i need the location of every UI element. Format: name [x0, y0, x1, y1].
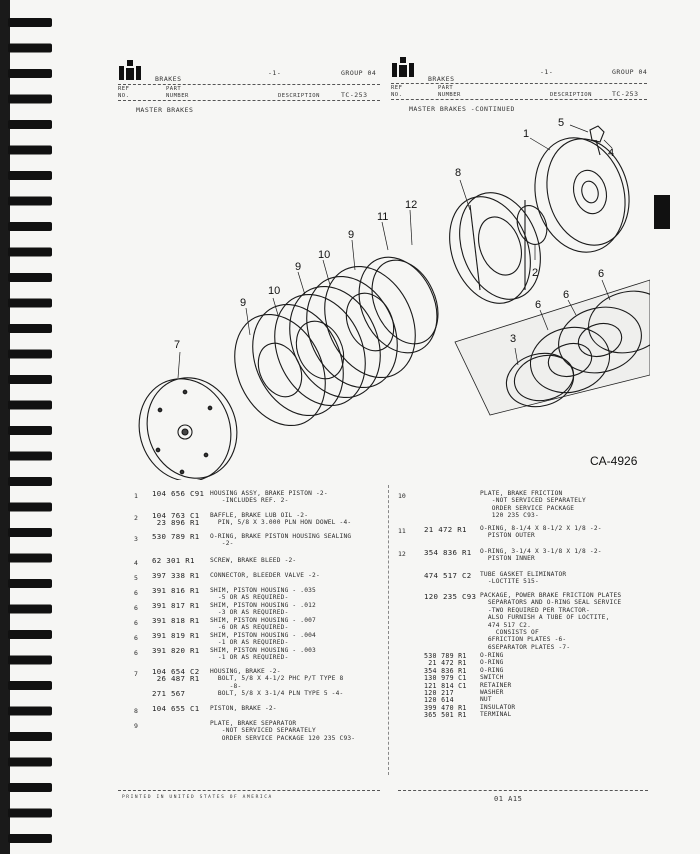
- part-number: 474 517 C2: [424, 571, 472, 580]
- part-description: PLATE, BRAKE SEPARATOR -NOT SERVICED SEPARATELY ORDER SERVICE PACKAGE 120 235 C93-: [210, 720, 356, 742]
- binding-coil: [8, 681, 52, 690]
- binding-coil: [8, 222, 52, 231]
- subtitle-right: MASTER BRAKES -CONTINUED: [409, 105, 515, 113]
- package-part-number: 121 814 C1: [424, 681, 467, 690]
- part-number: 120 235 C93: [424, 592, 477, 601]
- package-part-number: 365 501 R1: [424, 711, 467, 720]
- part-description: HOUSING, BRAKE -2- BOLT, 5/8 X 4-1/2 PHC P/T TYPE 8 -8- BOLT, 5/8 X 3-1/4 PLN TYPE 5 -4-: [210, 668, 344, 698]
- part-description: PACKAGE, POWER BRAKE FRICTION PLATES SEPARATORS AND O-RING SEAL SERVICE -TWO REQUIRED PER TRACTOR- ALSO FURNISH A TUBE OF LOCTITE, 474 517 C2. CONSISTS OF 6FRICTION PLATES -6- 6SEPARATOR PLATES -7-: [480, 592, 622, 651]
- ref-number: 2: [134, 514, 138, 522]
- callout-6a: 6: [535, 299, 542, 311]
- callout-9b: 9: [295, 261, 302, 273]
- part-description: CONNECTOR, BLEEDER VALVE -2-: [210, 572, 320, 579]
- column-divider: [388, 485, 389, 775]
- section-tab-marker: [654, 195, 670, 229]
- part-description: O-RING, 3-1/4 X 3-1/8 X 1/8 -2- PISTON INNER: [480, 548, 602, 563]
- binding-coil: [8, 554, 52, 563]
- part-description: SHIM, PISTON HOUSING - .004 -1 OR AS REQUIRED-: [210, 632, 316, 647]
- part-description: SHIM, PISTON HOUSING - .003 -1 OR AS REQUIRED-: [210, 647, 316, 662]
- binding-coil: [8, 120, 52, 129]
- ref-number: 11: [398, 527, 406, 535]
- part-number: 104 763 C1 23 896 R1: [152, 511, 200, 528]
- binding-coil: [8, 630, 52, 639]
- callout-1: 1: [523, 128, 530, 140]
- part-number: 391 819 R1: [152, 631, 200, 640]
- callout-7: 7: [174, 339, 181, 351]
- oring-12: [359, 249, 451, 354]
- callout-2: 2: [532, 267, 539, 279]
- binding-coil: [8, 605, 52, 614]
- part-description: SHIM, PISTON HOUSING - .012 -3 OR AS REQUIRED-: [210, 602, 316, 617]
- callout-11: 11: [377, 211, 389, 223]
- part-number: 530 789 R1: [152, 532, 200, 541]
- callout-10a: 10: [268, 285, 281, 297]
- part-number: 397 338 R1: [152, 571, 200, 580]
- ih-logo-icon: [391, 57, 415, 77]
- ref-number: 10: [398, 492, 406, 500]
- part-description: SHIM, PISTON HOUSING - .035 -5 OR AS REQUIRED-: [210, 587, 316, 602]
- package-part-description: O-RING: [480, 666, 504, 674]
- package-part-description: RETAINER: [480, 681, 512, 689]
- ref-number: 4: [134, 559, 138, 567]
- exploded-view-diagram: [130, 110, 650, 480]
- ref-number: 12: [398, 550, 406, 558]
- part-number: 391 818 R1: [152, 616, 200, 625]
- part-description: O-RING, 8-1/4 X 8-1/2 X 1/8 -2- PISTON OUTER: [480, 525, 602, 540]
- binding-coil: [8, 809, 52, 818]
- binding-coil: [8, 197, 52, 206]
- footer-rule-right: [398, 790, 648, 791]
- header-rule-right: [391, 83, 647, 84]
- binding-coil: [8, 656, 52, 665]
- binding-coil: [8, 452, 52, 461]
- ref-number: 3: [134, 535, 138, 543]
- page-mark-right: -1-: [540, 68, 554, 76]
- subtitle-left: MASTER BRAKES: [136, 106, 194, 114]
- ref-number: 6: [134, 649, 138, 657]
- header-rule-left-2: [118, 100, 380, 101]
- binding-coil: [8, 477, 52, 486]
- binding-coil: [8, 146, 52, 155]
- col-desc-right: DESCRIPTION: [550, 92, 592, 98]
- page-mark-left: -1-: [268, 69, 282, 77]
- package-part-description: SWITCH: [480, 674, 504, 682]
- part-number: 391 816 R1: [152, 586, 200, 595]
- ref-number: 7: [134, 670, 138, 678]
- part-description: PISTON, BRAKE -2-: [210, 705, 277, 712]
- bleeder-screw-5: [590, 126, 604, 142]
- footer-rule-left: [118, 790, 380, 791]
- part-description: O-RING, BRAKE PISTON HOUSING SEALING -2-: [210, 533, 352, 548]
- binding-coil: [8, 95, 52, 104]
- binding-coil: [8, 18, 52, 27]
- shim-panel: [455, 280, 650, 415]
- package-part-number: 354 836 R1: [424, 666, 467, 675]
- binding-coil: [8, 171, 52, 180]
- binding-coil: [8, 579, 52, 588]
- callout-12: 12: [405, 199, 418, 211]
- callout-9a: 9: [240, 297, 247, 309]
- part-description: BAFFLE, BRAKE LUB OIL -2- PIN, 5/8 X 3.000 PLN HON DOWEL -4-: [210, 512, 352, 527]
- col-desc-left: DESCRIPTION: [278, 93, 320, 99]
- group-label-left: GROUP 04: [341, 69, 377, 77]
- callout-3: 3: [510, 333, 517, 345]
- section-title-left: BRAKES: [155, 75, 182, 83]
- ref-number: 5: [134, 574, 138, 582]
- package-part-description: INSULATOR: [480, 703, 516, 711]
- col-ref-right: REF NO.: [391, 85, 403, 98]
- binding-coil: [8, 350, 52, 359]
- binding-coil: [8, 834, 52, 843]
- part-description: HOUSING ASSY, BRAKE PISTON -2- -INCLUDES REF. 2-: [210, 490, 328, 505]
- code-right: TC-253: [612, 90, 639, 98]
- package-part-number: 399 470 R1: [424, 703, 467, 712]
- binding-coil: [8, 758, 52, 767]
- binding-coil: [8, 707, 52, 716]
- part-number: 354 836 R1: [424, 548, 472, 557]
- package-part-number: 120 614: [424, 696, 454, 705]
- package-part-number: 120 217: [424, 689, 454, 697]
- binding-coil: [8, 401, 52, 410]
- ref-number: 6: [134, 634, 138, 642]
- printed-in-usa: PRINTED IN UNITED STATES OF AMERICA: [122, 795, 273, 800]
- part-description: SHIM, PISTON HOUSING - .007 -6 OR AS REQUIRED-: [210, 617, 316, 632]
- binding-coil: [8, 69, 52, 78]
- brake-housing-7: [130, 365, 251, 480]
- package-part-number: 21 472 R1: [424, 659, 467, 668]
- part-number: 62 301 R1: [152, 556, 195, 565]
- col-part-left: PART NUMBER: [166, 86, 189, 99]
- binding-coil: [8, 503, 52, 512]
- section-title-right: BRAKES: [428, 75, 455, 83]
- part-number: 104 654 C2 26 487 R1 271 567: [152, 667, 200, 699]
- package-part-number: 530 789 R1: [424, 652, 467, 660]
- binding-coil: [8, 426, 52, 435]
- package-part-number: 130 979 C1: [424, 674, 467, 683]
- ref-number: 9: [134, 722, 138, 730]
- illustration-id: CA-4926: [590, 454, 638, 468]
- callout-5: 5: [558, 117, 565, 129]
- callout-10b: 10: [318, 249, 331, 261]
- binding-coil: [8, 783, 52, 792]
- binding-coil: [8, 528, 52, 537]
- housing-assy-1: [522, 128, 640, 263]
- callout-8: 8: [455, 167, 462, 179]
- binding-coil: [8, 44, 52, 53]
- col-ref-left: REF NO.: [118, 86, 130, 99]
- ref-number: 6: [134, 619, 138, 627]
- callout-4: 4: [608, 147, 615, 159]
- package-part-description: O-RING: [480, 659, 504, 667]
- group-label-right: GROUP 04: [612, 68, 648, 76]
- binding-coil: [8, 324, 52, 333]
- callout-6c: 6: [598, 268, 605, 280]
- part-number: 21 472 R1: [424, 525, 467, 534]
- part-number: 391 820 R1: [152, 646, 200, 655]
- binding-coil: [8, 375, 52, 384]
- header-rule-left: [118, 84, 380, 85]
- ref-number: 8: [134, 707, 138, 715]
- part-number: 391 817 R1: [152, 601, 200, 610]
- package-part-description: WASHER: [480, 689, 504, 696]
- package-part-description: NUT: [480, 696, 492, 704]
- oring-11: [344, 244, 452, 365]
- spiral-binding: [0, 0, 60, 854]
- ref-number: 1: [134, 492, 138, 500]
- part-description: TUBE GASKET ELIMINATOR -LOCTITE 515-: [480, 571, 567, 586]
- footer-page-code: 01 A15: [494, 795, 523, 803]
- part-description: PLATE, BRAKE FRICTION -NOT SERVICED SEPARATELY ORDER SERVICE PACKAGE 120 235 C93-: [480, 490, 586, 520]
- plate-stack: [217, 252, 432, 441]
- code-left: TC-253: [341, 91, 368, 99]
- part-number: 104 656 C91: [152, 489, 205, 498]
- ref-number: 6: [134, 589, 138, 597]
- callout-9c: 9: [348, 229, 355, 241]
- ih-logo-icon: [118, 60, 142, 80]
- ref-number: 6: [134, 604, 138, 612]
- header-rule-right-2: [391, 99, 647, 100]
- col-part-right: PART NUMBER: [438, 85, 461, 98]
- binding-coil: [8, 732, 52, 741]
- part-number: 104 655 C1: [152, 704, 200, 713]
- binding-coil: [8, 248, 52, 257]
- binding-coil: [8, 273, 52, 282]
- callout-6b: 6: [563, 289, 570, 301]
- package-part-description: TERMINAL: [480, 711, 512, 719]
- part-description: SCREW, BRAKE BLEED -2-: [210, 557, 297, 564]
- package-part-description: O-RING: [480, 652, 504, 659]
- binding-coil: [8, 299, 52, 308]
